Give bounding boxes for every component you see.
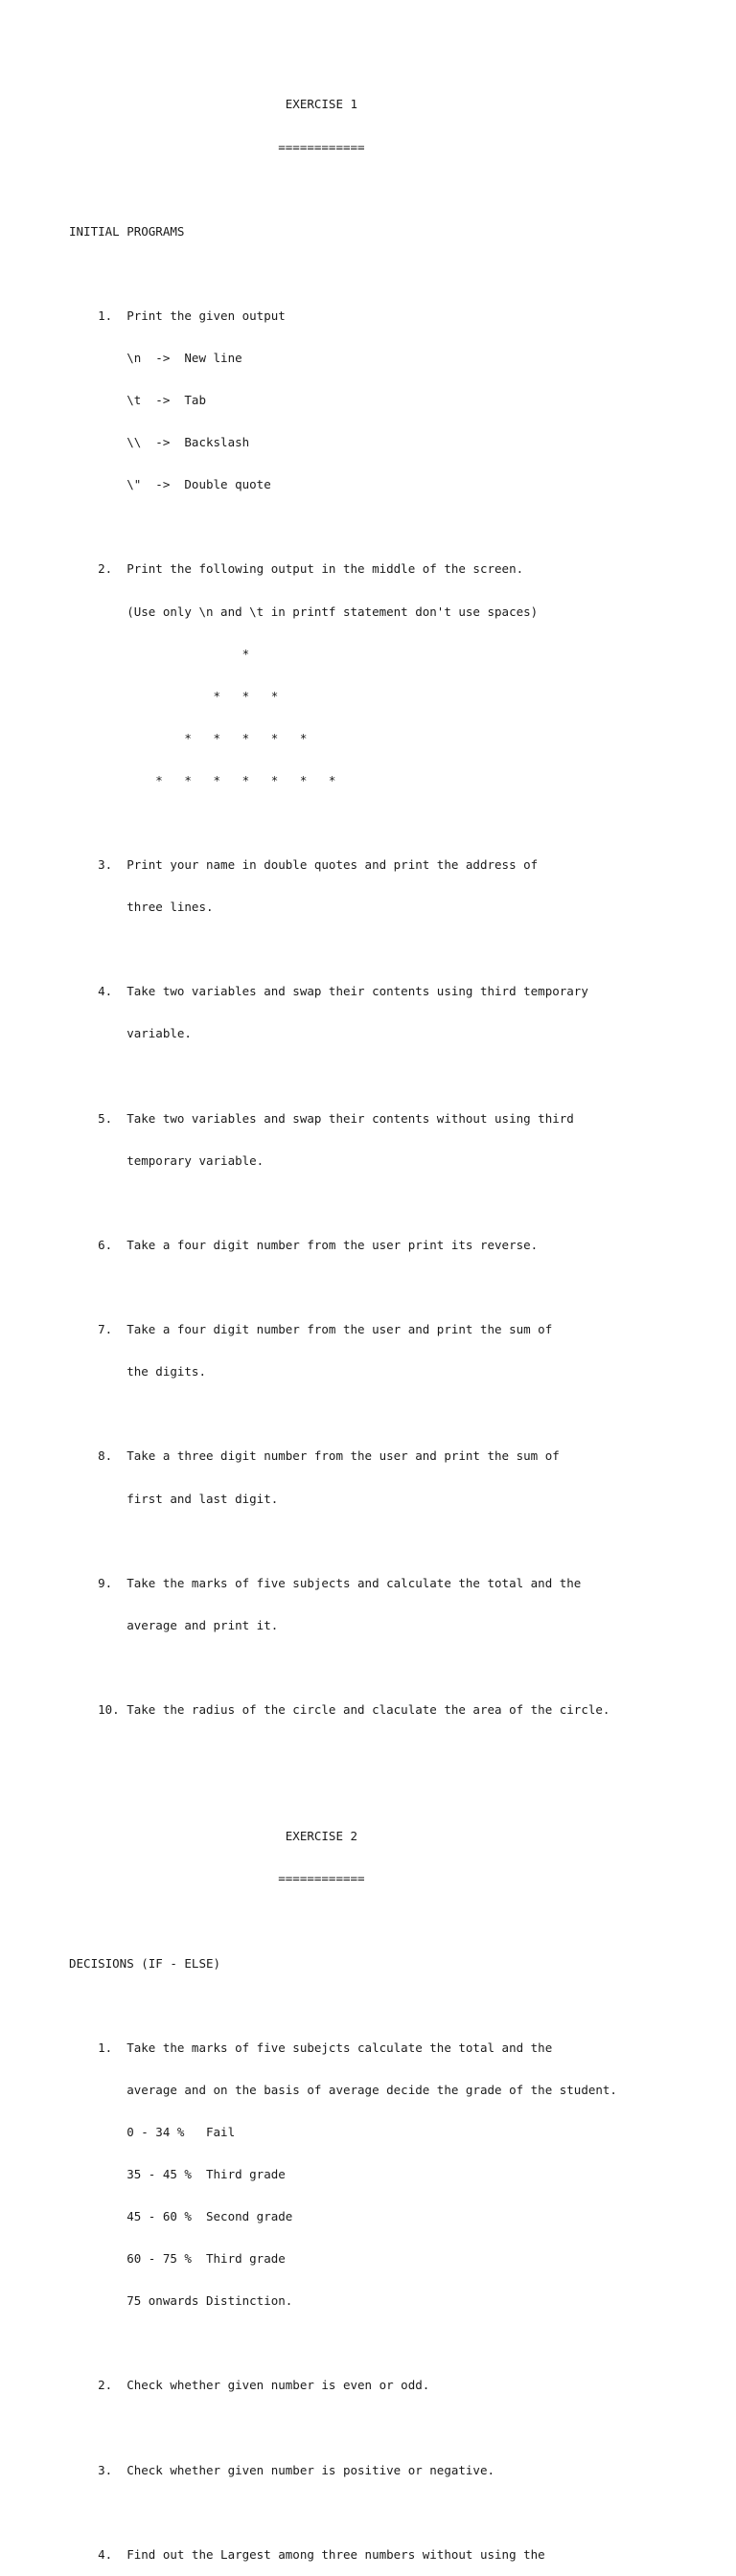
grade-table-row: 75 onwards Distinction. xyxy=(69,2293,293,2309)
star-pattern-row: * * * * * xyxy=(69,730,308,745)
exercise-1-title: EXERCISE 1 xyxy=(69,97,358,112)
star-pattern-row: * * * * * * * xyxy=(69,772,336,787)
list-item: 2. Check whether given number is even or odd. xyxy=(69,2378,430,2393)
list-item-continuation: the digits. xyxy=(69,1364,206,1379)
section-heading-decisions: DECISIONS (IF - ELSE) xyxy=(69,1955,221,1971)
blank-line xyxy=(69,1535,617,1549)
grade-table-row: 35 - 45 % Third grade xyxy=(69,2167,286,2181)
blank-line xyxy=(69,943,617,957)
blank-line xyxy=(69,520,617,535)
list-item-continuation: temporary variable. xyxy=(69,1152,264,1168)
list-item: 4. Find out the Largest among three numbers without using the xyxy=(69,2546,545,2562)
escape-sequence-line: \\ -> Backslash xyxy=(69,435,250,450)
list-item: 3. Print your name in double quotes and print the address of xyxy=(69,857,539,873)
blank-line xyxy=(69,1914,617,1928)
list-item-continuation: variable. xyxy=(69,1026,192,1041)
list-item-continuation: (Use only \n and \t in printf statement don't use spaces) xyxy=(69,604,539,619)
section-heading-initial-programs: INITIAL PROGRAMS xyxy=(69,223,185,239)
list-item: 7. Take a four digit number from the user and print the sum of xyxy=(69,1322,553,1337)
list-item: 2. Print the following output in the middle of the screen. xyxy=(69,561,524,577)
blank-line xyxy=(69,2422,617,2436)
exercise-2-title: EXERCISE 2 xyxy=(69,1829,358,1844)
list-item-continuation: average and print it. xyxy=(69,1617,279,1632)
list-item-continuation: first and last digit. xyxy=(69,1491,279,1506)
blank-line xyxy=(69,1661,617,1676)
blank-line xyxy=(69,2506,617,2520)
escape-sequence-line: \n -> New line xyxy=(69,350,242,365)
grade-table-row: 0 - 34 % Fail xyxy=(69,2124,236,2139)
escape-sequence-line: \" -> Double quote xyxy=(69,477,271,492)
blank-line xyxy=(69,1745,617,1760)
blank-line xyxy=(69,2337,617,2351)
list-item: 1. Print the given output xyxy=(69,308,286,323)
blank-line xyxy=(69,1070,617,1084)
star-pattern-row: * * * xyxy=(69,688,279,703)
escape-sequence-line: \t -> Tab xyxy=(69,393,206,408)
exercise-2-underline: ============ xyxy=(69,1871,365,1886)
grade-table-row: 45 - 60 % Second grade xyxy=(69,2209,293,2224)
list-item: 1. Take the marks of five subejcts calculate the total and the xyxy=(69,2040,553,2055)
list-item: 4. Take two variables and swap their contents using third temporary xyxy=(69,984,588,999)
list-item: 5. Take two variables and swap their contents without using third xyxy=(69,1110,574,1126)
exercise-1-underline: ============ xyxy=(69,139,365,154)
document-body xyxy=(69,70,617,2576)
list-item-continuation: average and on the basis of average decide the grade of the student. xyxy=(69,2082,617,2097)
list-item: 3. Check whether given number is positive or negative. xyxy=(69,2462,495,2477)
blank-line xyxy=(69,816,617,831)
list-item: 8. Take a three digit number from the user and print the sum of xyxy=(69,1448,560,1464)
blank-line xyxy=(69,267,617,282)
list-item-continuation: three lines. xyxy=(69,900,214,915)
blank-line xyxy=(69,183,617,197)
blank-line xyxy=(69,1788,617,1802)
blank-line xyxy=(69,1407,617,1422)
star-pattern-row: * xyxy=(69,646,250,661)
blank-line xyxy=(69,1999,617,2014)
grade-table-row: 60 - 75 % Third grade xyxy=(69,2251,286,2267)
list-item: 10. Take the radius of the circle and claculate the area of the circle. xyxy=(69,1701,610,1717)
list-item: 9. Take the marks of five subjects and calculate the total and the xyxy=(69,1575,582,1590)
blank-line xyxy=(69,1281,617,1295)
blank-line xyxy=(69,1197,617,1211)
list-item: 6. Take a four digit number from the user print its reverse. xyxy=(69,1237,539,1252)
